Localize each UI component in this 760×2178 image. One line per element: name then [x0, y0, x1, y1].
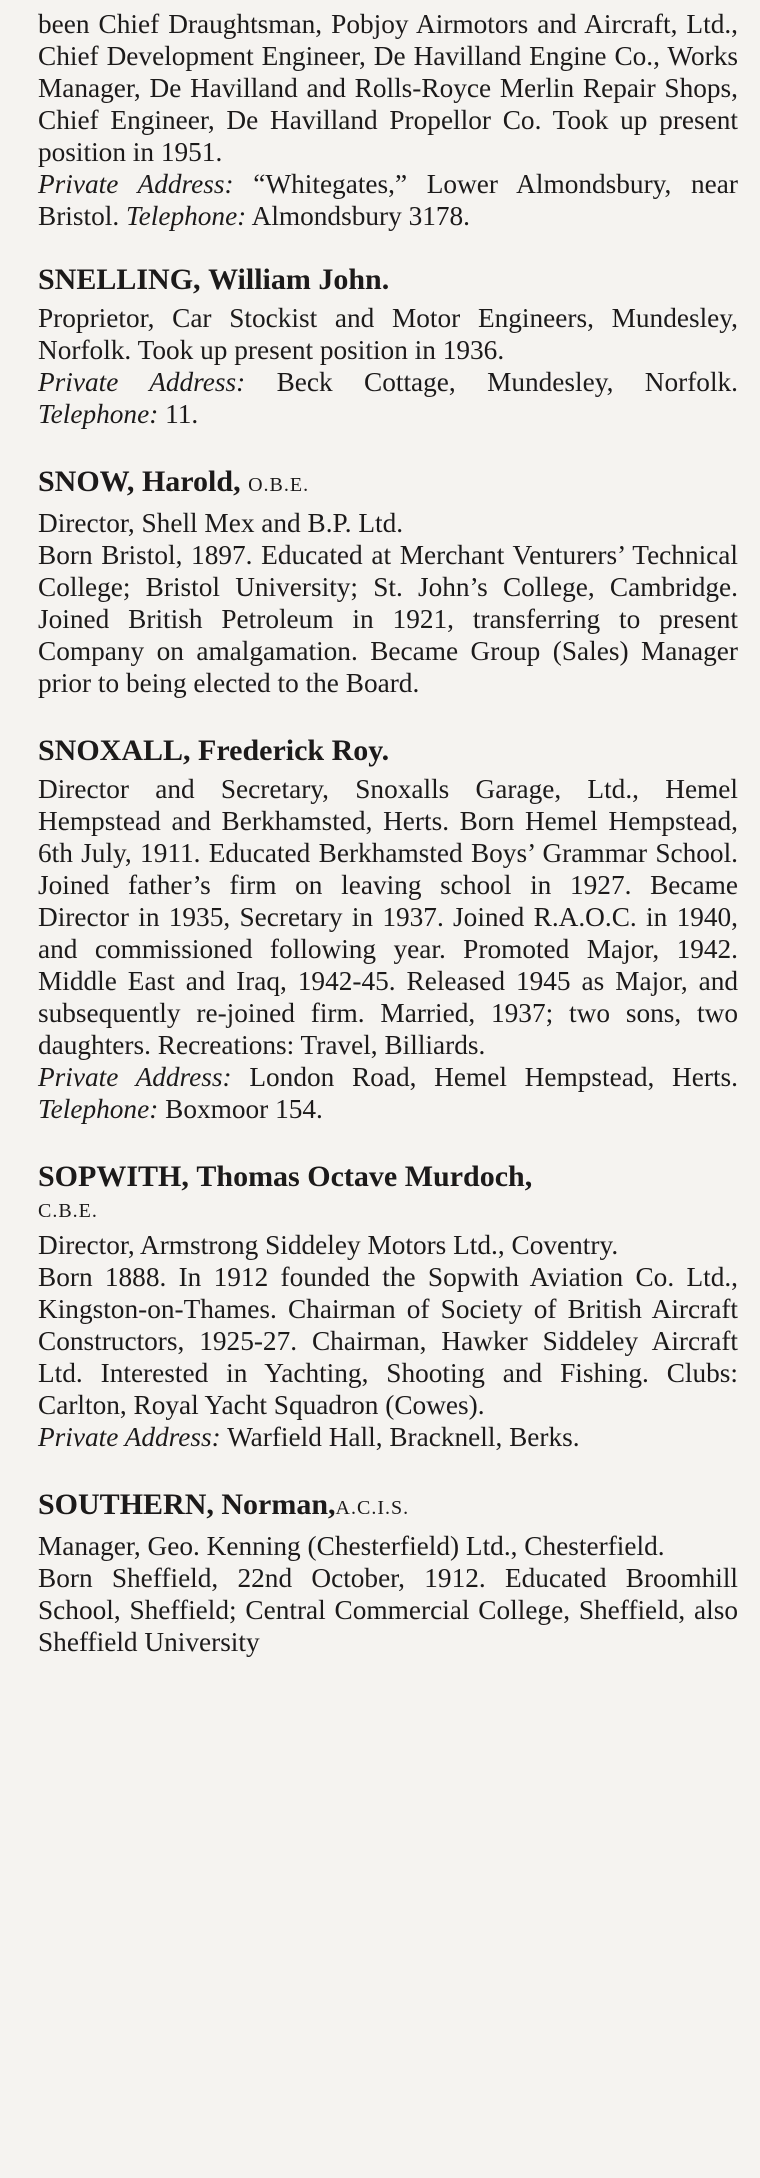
private-address-label: Private Address: — [38, 1422, 221, 1452]
entry-surname: SOUTHERN, — [38, 1488, 214, 1521]
entry-honours: O.B.E. — [248, 474, 310, 496]
entry-private-address — [38, 1061, 738, 1125]
entry-heading — [38, 733, 738, 769]
entry-paragraph: Director, Shell Mex and B.P. Ltd. — [38, 508, 404, 538]
telephone-label: Telephone: — [125, 201, 247, 231]
entry-paragraph: Born 1888. In 1912 founded the Sopwith Aviation Co. Ltd., Kingston-on-Thames. Chairman of Society of British Aircraft Constructors, 1925-27. Chairman, Hawker Siddeley Aircraft Ltd. Interested in Yachting, Shooting and Fishing. Clubs: Carlton, Royal Yacht Squadron (Cowes). — [38, 1262, 738, 1420]
entry-sopwith — [38, 1159, 738, 1453]
private-address-value: “Whitegates,” Lower Almondsbury, near Bristol. — [38, 169, 738, 231]
entry-honours: C.B.E. — [38, 1200, 98, 1222]
private-address-value: Warfield Hall, Bracknell, Berks. — [227, 1422, 580, 1452]
entry-surname: SNOW, — [38, 465, 135, 498]
private-address-value: Beck Cottage, Mundesley, Norfolk. — [276, 367, 739, 397]
entry-snoxall — [38, 733, 738, 1125]
entry-private-address — [38, 168, 738, 232]
entry-heading — [38, 1159, 738, 1195]
telephone-label: Telephone: — [38, 399, 159, 429]
telephone-value: 11. — [165, 399, 199, 429]
entry-snow — [38, 464, 738, 699]
entry-continuation — [38, 8, 738, 232]
private-address-label: Private Address: — [38, 169, 234, 199]
entry-paragraph: Director and Secretary, Snoxalls Garage, Ltd., Hemel Hempstead and Berkhamsted, Herts. Born Hemel Hempstead, 6th July, 1911. Educated Berkhamsted Boys’ Grammar School. Joined father’s firm on leaving school in 1927. Became Director in 1935, Secretary in 1937. Joined R.A.O.C. in 1940, and commissioned following year. Promoted Major, 1942. Middle East and Iraq, 1942-45. Released 1945 as Major, and subsequently re-joined firm. Married, 1937; two sons, two daughters. Recreations: Travel, Billiards. — [38, 774, 738, 1060]
entry-surname: SNOXALL, — [38, 734, 191, 767]
entry-honours: A.C.I.S. — [335, 1497, 410, 1519]
entry-southern — [38, 1487, 738, 1658]
telephone-label: Telephone: — [38, 1094, 159, 1124]
entry-private-address — [38, 1421, 738, 1453]
entry-given-names: Norman, — [221, 1488, 336, 1521]
entry-private-address — [38, 366, 738, 430]
entry-paragraph: Proprietor, Car Stockist and Motor Engineers, Mundesley, Norfolk. Took up present position in 1936. — [38, 303, 738, 365]
entry-paragraph: been Chief Draughtsman, Pobjoy Airmotors and Aircraft, Ltd., Chief Development Engineer, De Havilland Engine Co., Works Manager, De Havilland and Rolls-Royce Merlin Repair Shops, Chief Engineer, De Havilland Propellor Co. Took up present position in 1951. — [38, 9, 738, 167]
entry-given-names: Frederick Roy. — [198, 734, 390, 767]
entry-paragraph: Born Sheffield, 22nd October, 1912. Educated Broomhill School, Sheffield; Central Commercial College, Sheffield, also Sheffield University — [38, 1563, 738, 1657]
entry-heading — [38, 1487, 738, 1526]
telephone-value: Almondsbury 3178. — [251, 201, 470, 231]
entry-paragraph: Manager, Geo. Kenning (Chesterfield) Ltd., Chesterfield. — [38, 1531, 665, 1561]
entry-surname: SOPWITH, — [38, 1160, 189, 1193]
private-address-label: Private Address: — [38, 367, 246, 397]
entry-given-names: William John. — [208, 263, 390, 296]
entry-surname: SNELLING, — [38, 263, 201, 296]
entry-heading — [38, 262, 738, 298]
private-address-value: London Road, Hemel Hempstead, Herts. — [249, 1062, 738, 1092]
entry-given-names: Thomas Octave Murdoch, — [196, 1160, 533, 1193]
entry-paragraph: Born Bristol, 1897. Educated at Merchant Venturers’ Technical College; Bristol University; St. John’s College, Cambridge. Joined British Petroleum in 1921, transferring to present Company on amalgamation. Became Group (Sales) Manager prior to being elected to the Board. — [38, 540, 738, 698]
entry-given-names: Harold, — [141, 465, 241, 498]
entry-paragraph: Director, Armstrong Siddeley Motors Ltd., Coventry. — [38, 1230, 619, 1260]
directory-page — [38, 8, 738, 1692]
entry-heading — [38, 464, 738, 503]
telephone-value: Boxmoor 154. — [165, 1094, 323, 1124]
private-address-label: Private Address: — [38, 1062, 232, 1092]
entry-snelling — [38, 262, 738, 430]
